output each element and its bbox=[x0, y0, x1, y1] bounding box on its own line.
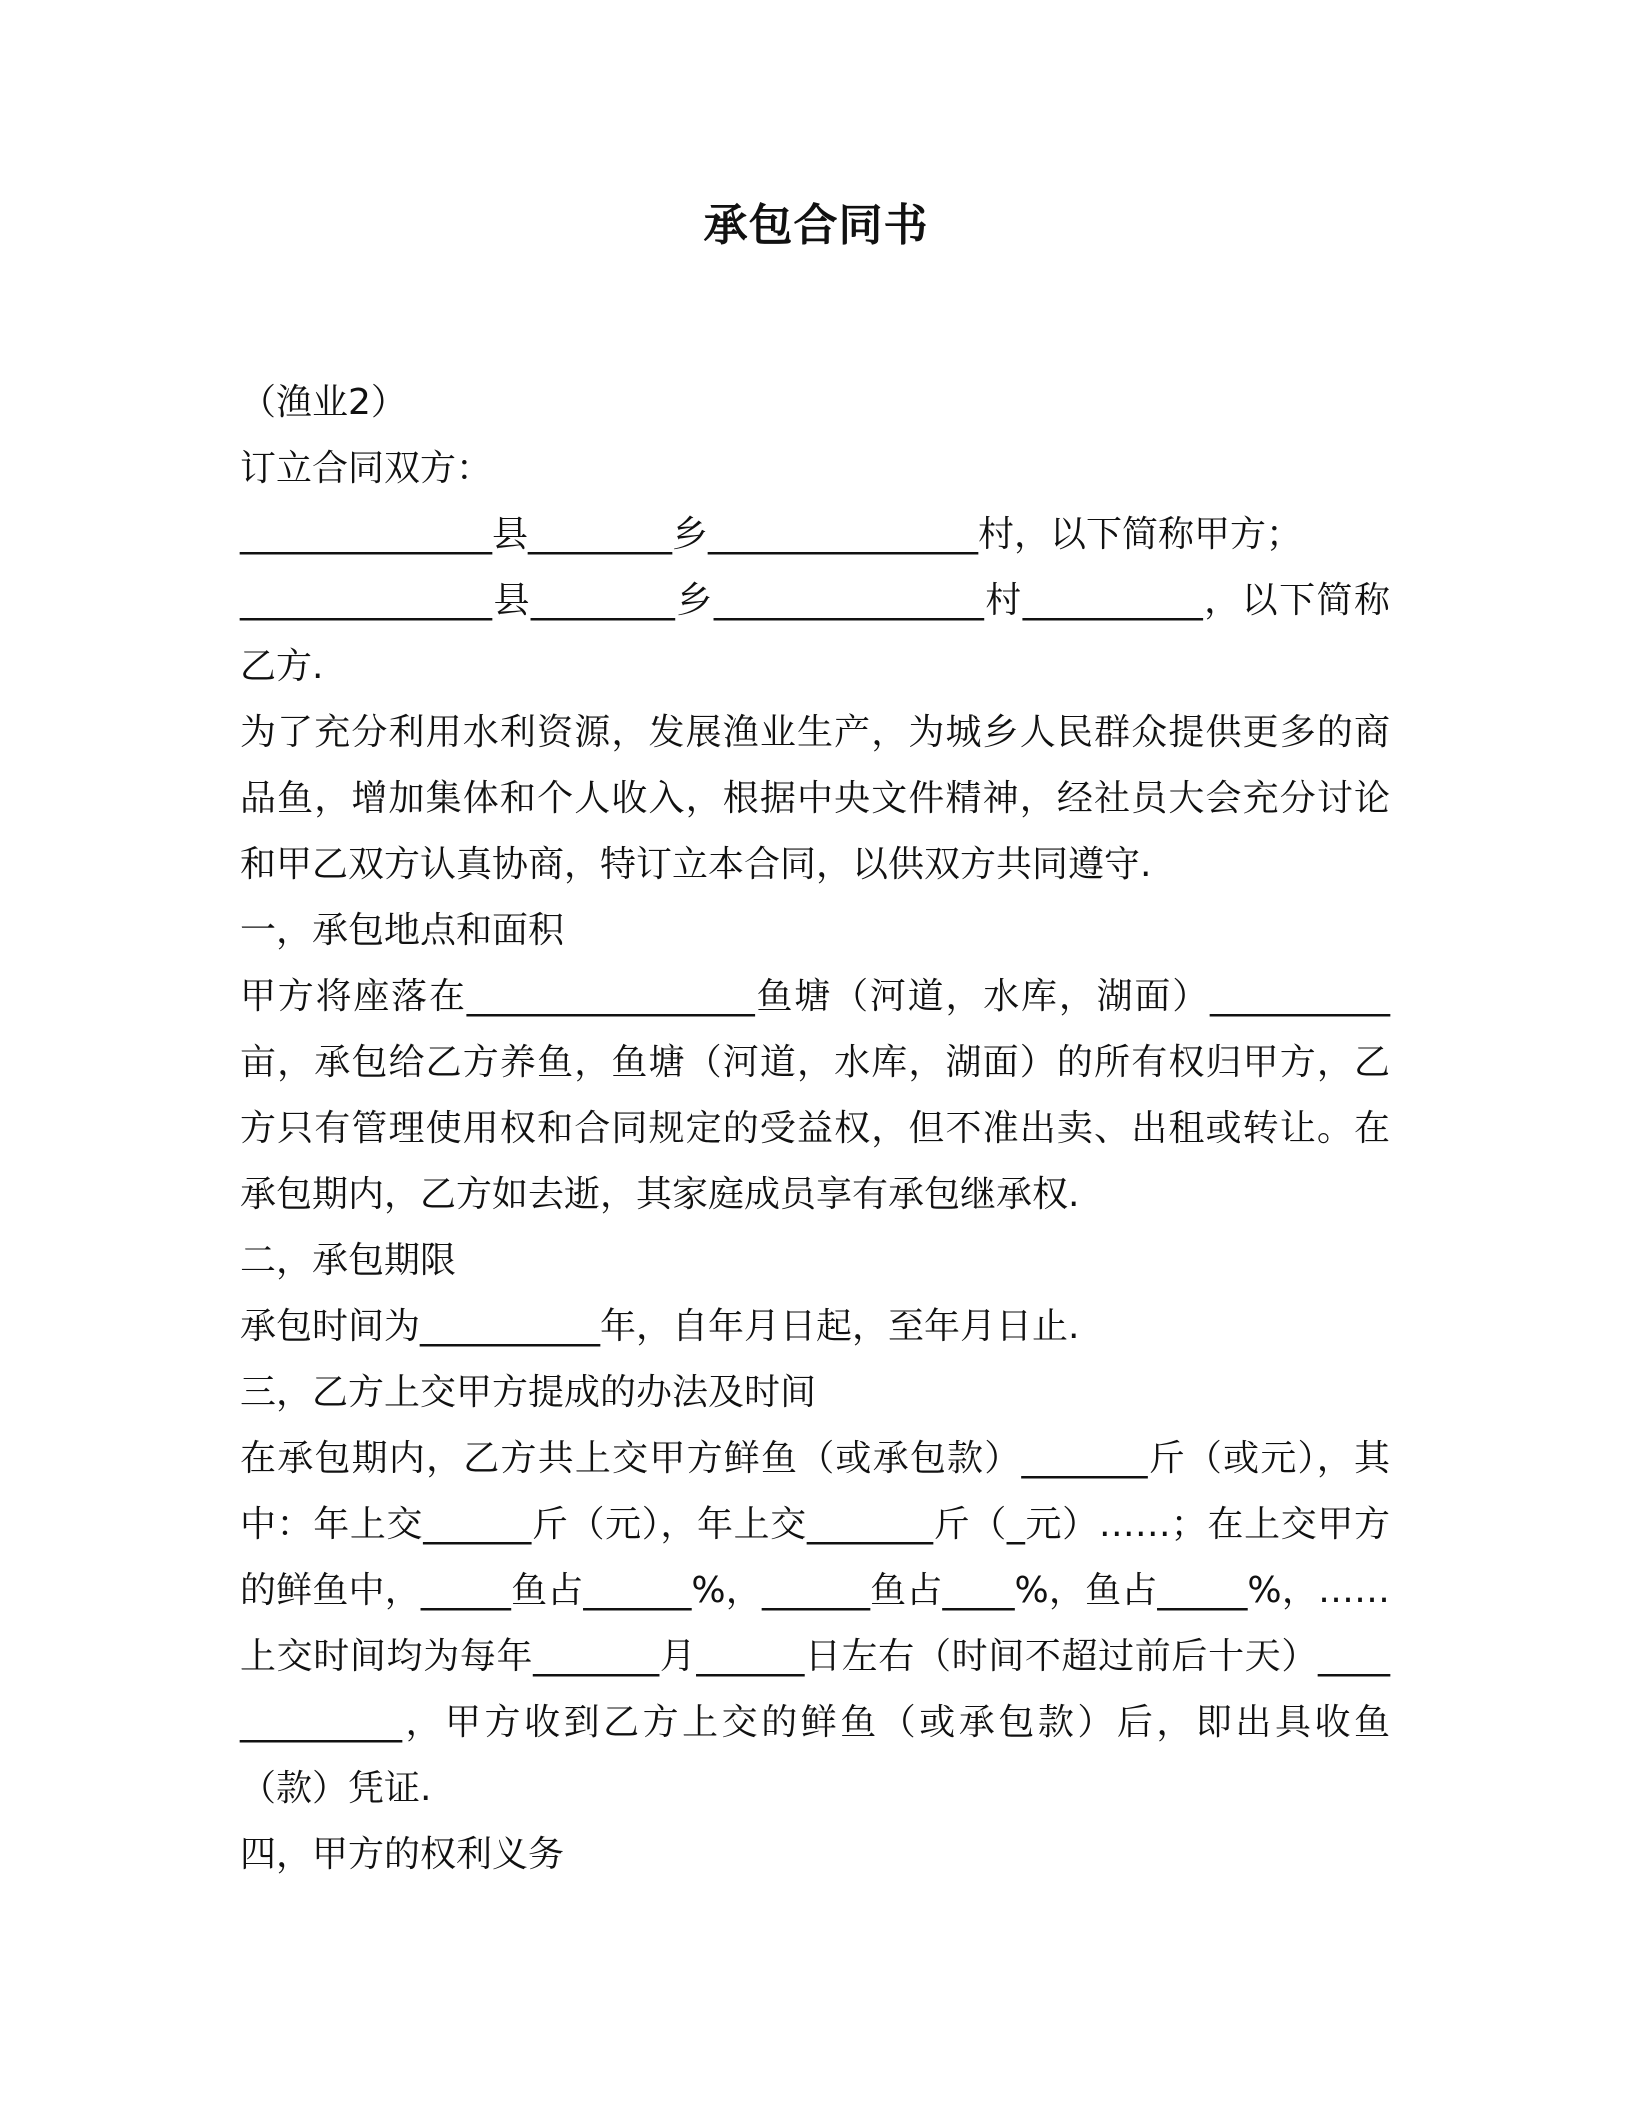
section-heading-4: 四，甲方的权利义务 bbox=[240, 1834, 565, 1875]
page-title: 承包合同书 bbox=[703, 200, 929, 251]
section-3-paragraph: 在承包期内，乙方共上交甲方鲜鱼（或承包款）_______斤（或元），其中：年上交______斤（元），年上交_______斤（_元）……；在上交甲方的鲜鱼中，_____鱼占______%，______鱼占____%，鱼占_____%，……上交时间均为每年_______月______日左右（时间不超过前后十天）_____________，甲方收到乙方上交的鲜鱼（或承包款）后，即出具收鱼（款）凭证. bbox=[240, 1438, 1390, 1809]
party-b-line: ______________县________乡_______________村__________，以下简称乙方. bbox=[240, 580, 1390, 687]
section-heading-1: 一，承包地点和面积 bbox=[240, 910, 565, 951]
document-body bbox=[240, 370, 1390, 1888]
subtitle-note: （渔业2） bbox=[240, 382, 407, 423]
section-heading-3: 三，乙方上交甲方提成的办法及时间 bbox=[240, 1372, 817, 1413]
party-a-line: ______________县________乡_______________村，以下简称甲方； bbox=[240, 514, 1303, 555]
section-1-paragraph: 甲方将座落在________________鱼塘（河道，水库，湖面）__________亩，承包给乙方养鱼，鱼塘（河道，水库，湖面）的所有权归甲方，乙方只有管理使用权和合同规定的受益权，但不准出卖、出租或转让。在承包期内，乙方如去逝，其家庭成员享有承包继承权. bbox=[240, 976, 1390, 1215]
section-2-paragraph: 承包时间为__________年，自年月日起，至年月日止. bbox=[240, 1306, 1080, 1347]
parties-heading: 订立合同双方： bbox=[240, 448, 493, 489]
preamble-paragraph: 为了充分利用水利资源，发展渔业生产，为城乡人民群众提供更多的商品鱼，增加集体和个人收入，根据中央文件精神，经社员大会充分讨论和甲乙双方认真协商，特订立本合同，以供双方共同遵守. bbox=[240, 712, 1390, 885]
section-heading-2: 二，承包期限 bbox=[240, 1240, 457, 1281]
